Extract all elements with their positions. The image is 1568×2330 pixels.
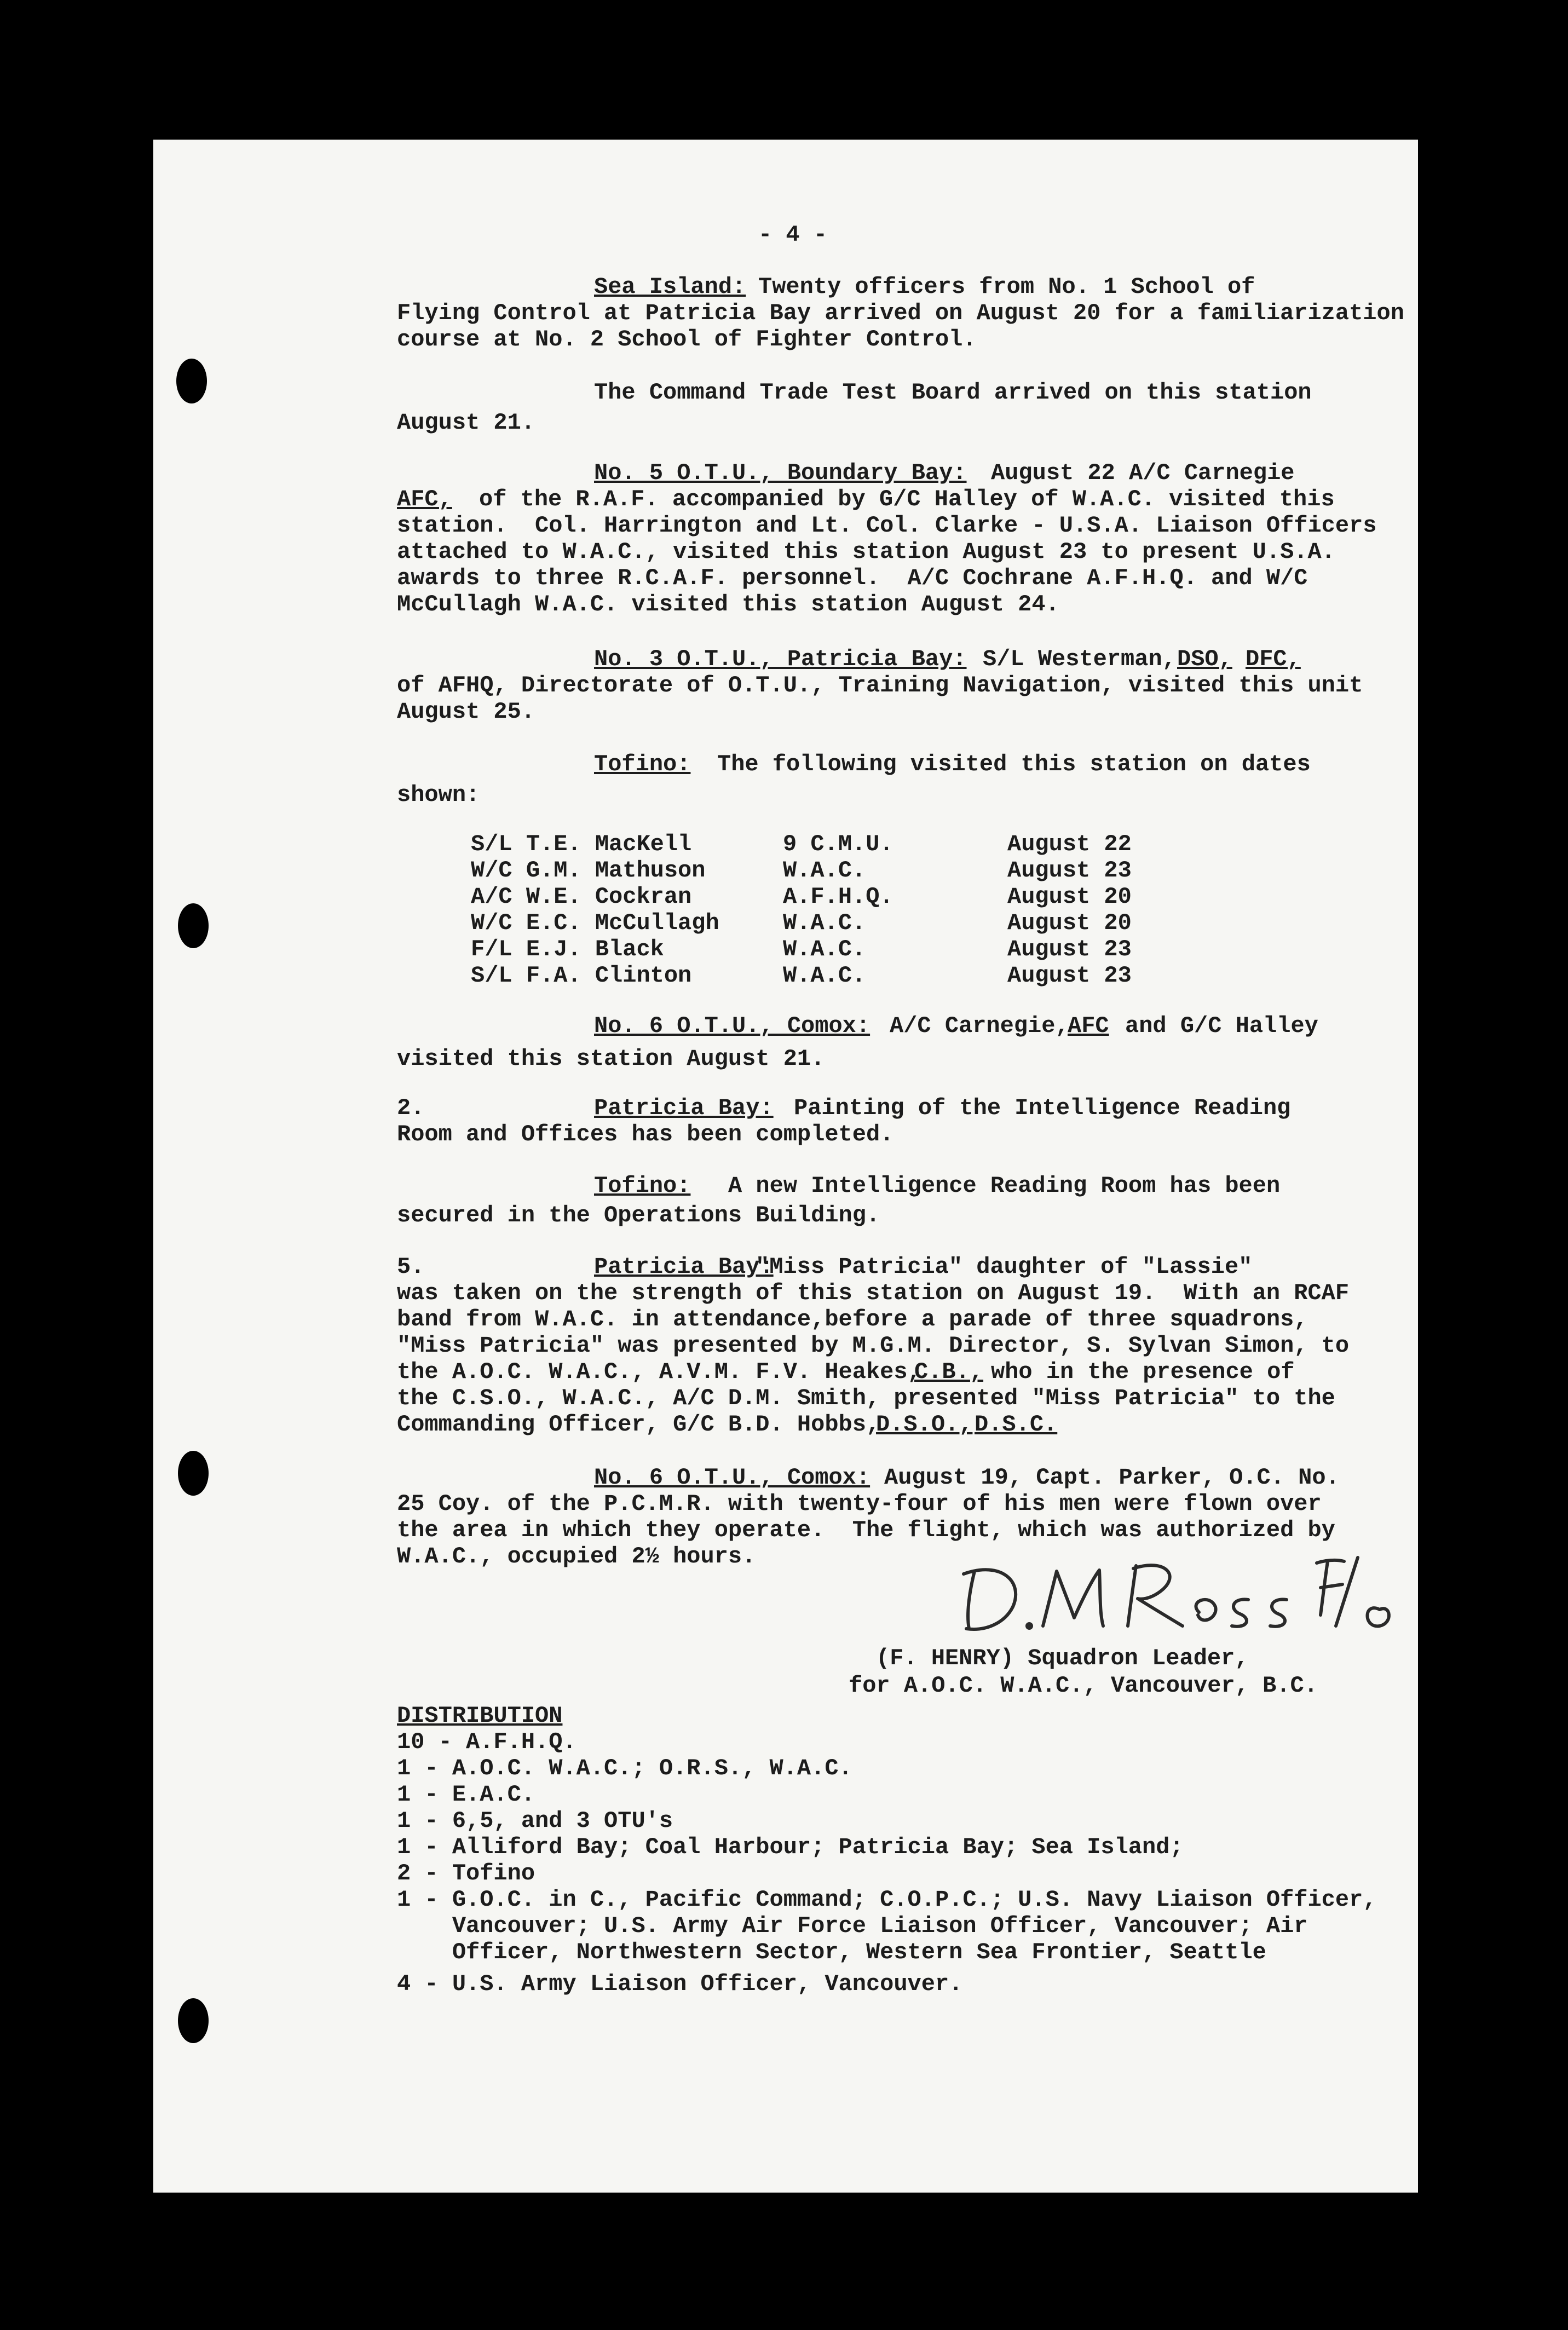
text-line: course at No. 2 School of Fighter Control. bbox=[397, 326, 977, 353]
paragraph-number: 5. bbox=[397, 1254, 425, 1280]
visitor-date: August 22 bbox=[1007, 831, 1132, 857]
text-line: awards to three R.C.A.F. personnel. A/C Cochrane A.F.H.Q. and W/C bbox=[397, 565, 1308, 591]
distribution-title: DISTRIBUTION bbox=[397, 1703, 563, 1729]
text-line: who in the presence of bbox=[991, 1359, 1295, 1385]
text-line: of the R.A.F. accompanied by G/C Halley of W.A.C. visited this bbox=[479, 486, 1335, 512]
dsc-award: D.S.C. bbox=[975, 1411, 1058, 1438]
text-line: Flying Control at Patricia Bay arrived on August 20 for a familiarization bbox=[397, 300, 1404, 326]
signatory-line: (F. HENRY) Squadron Leader, bbox=[876, 1645, 1249, 1671]
dso-award: DSO, bbox=[1177, 646, 1232, 672]
tofino-heading: Tofino: bbox=[594, 1173, 691, 1199]
visitor-date: August 20 bbox=[1007, 884, 1132, 910]
text-line: station. Col. Harrington and Lt. Col. Clarke - U.S.A. Liaison Officers bbox=[397, 512, 1377, 539]
text-line: A/C Carnegie, bbox=[890, 1013, 1069, 1039]
text-line: the C.S.O., W.A.C., A/C D.M. Smith, presented "Miss Patricia" to the bbox=[397, 1385, 1335, 1411]
text-line: August 21. bbox=[397, 410, 535, 436]
dso-award: D.S.O., bbox=[876, 1411, 973, 1438]
no6-otu-heading: No. 6 O.T.U., Comox: bbox=[594, 1013, 871, 1039]
text-line: Twenty officers from No. 1 School of bbox=[758, 274, 1255, 300]
punch-hole bbox=[178, 1451, 209, 1496]
page-number: - 4 - bbox=[758, 222, 828, 248]
distribution-line: 1 - A.O.C. W.A.C.; O.R.S., W.A.C. bbox=[397, 1755, 852, 1781]
text-line: the A.O.C. W.A.C., A.V.M. F.V. Heakes, bbox=[397, 1359, 921, 1385]
visitor-date: August 23 bbox=[1007, 962, 1132, 989]
punch-hole bbox=[176, 359, 207, 403]
visitor-unit: W.A.C. bbox=[783, 962, 866, 989]
visitor-name: F/L E.J. Black bbox=[471, 936, 664, 962]
visitor-name: W/C G.M. Mathuson bbox=[471, 857, 706, 884]
text-line: McCullagh W.A.C. visited this station August 24. bbox=[397, 591, 1059, 618]
text-line: W.A.C., occupied 2½ hours. bbox=[397, 1543, 756, 1570]
text-line: shown: bbox=[397, 782, 480, 808]
paragraph-number: 2. bbox=[397, 1095, 425, 1121]
signatory-line: for A.O.C. W.A.C., Vancouver, B.C. bbox=[849, 1672, 1318, 1699]
visitor-unit: A.F.H.Q. bbox=[783, 884, 893, 910]
afc-award: AFC bbox=[1068, 1013, 1109, 1039]
afc-award: AFC, bbox=[397, 486, 452, 512]
visitor-date: August 23 bbox=[1007, 936, 1132, 962]
patricia-bay-heading: Patricia Bay: bbox=[594, 1254, 774, 1280]
visitor-date: August 20 bbox=[1007, 910, 1132, 936]
text-line: of AFHQ, Directorate of O.T.U., Training Navigation, visited this unit bbox=[397, 672, 1363, 699]
text-line: 25 Coy. of the P.C.M.R. with twenty-four of his men were flown over bbox=[397, 1491, 1322, 1517]
no5-otu-heading: No. 5 O.T.U., Boundary Bay: bbox=[594, 460, 967, 486]
distribution-line: Vancouver; U.S. Army Air Force Liaison Officer, Vancouver; Air bbox=[397, 1913, 1308, 1939]
text-line: S/L Westerman, bbox=[983, 646, 1176, 672]
text-line: Painting of the Intelligence Reading bbox=[794, 1095, 1291, 1121]
text-line: "Miss Patricia" daughter of "Lassie" bbox=[756, 1254, 1253, 1280]
visitor-unit: W.A.C. bbox=[783, 857, 866, 884]
text-line: The following visited this station on dates bbox=[717, 751, 1311, 777]
distribution-line: 4 - U.S. Army Liaison Officer, Vancouver. bbox=[397, 1971, 963, 1997]
visitor-unit: W.A.C. bbox=[783, 910, 866, 936]
text-line: Commanding Officer, G/C B.D. Hobbs, bbox=[397, 1411, 880, 1438]
text-line: attached to W.A.C., visited this station August 23 to present U.S.A. bbox=[397, 539, 1335, 565]
handwritten-signature bbox=[953, 1549, 1402, 1637]
distribution-line: 1 - E.A.C. bbox=[397, 1781, 535, 1808]
dfc-award: DFC, bbox=[1246, 646, 1301, 672]
visitor-name: S/L F.A. Clinton bbox=[471, 962, 692, 989]
document-page bbox=[153, 140, 1418, 2193]
text-line: Room and Offices has been completed. bbox=[397, 1121, 894, 1147]
text-line: The Command Trade Test Board arrived on this station bbox=[594, 379, 1312, 406]
text-line: band from W.A.C. in attendance,before a parade of three squadrons, bbox=[397, 1306, 1308, 1333]
distribution-line: 1 - 6,5, and 3 OTU's bbox=[397, 1808, 673, 1834]
distribution-line: Officer, Northwestern Sector, Western Sea Frontier, Seattle bbox=[397, 1939, 1266, 1965]
distribution-line: 10 - A.F.H.Q. bbox=[397, 1729, 577, 1755]
visitor-date: August 23 bbox=[1007, 857, 1132, 884]
text-line: August 25. bbox=[397, 699, 535, 725]
distribution-line: 1 - G.O.C. in C., Pacific Command; C.O.P.C.; U.S. Navy Liaison Officer, bbox=[397, 1887, 1377, 1913]
tofino-heading: Tofino: bbox=[594, 751, 691, 777]
sea-island-heading: Sea Island: bbox=[594, 274, 746, 300]
text-line: "Miss Patricia" was presented by M.G.M. Director, S. Sylvan Simon, to bbox=[397, 1333, 1350, 1359]
visitor-unit: W.A.C. bbox=[783, 936, 866, 962]
text-line: and G/C Halley bbox=[1125, 1013, 1318, 1039]
text-line: visited this station August 21. bbox=[397, 1046, 825, 1072]
visitor-unit: 9 C.M.U. bbox=[783, 831, 893, 857]
punch-hole bbox=[178, 1998, 209, 2043]
distribution-line: 1 - Alliford Bay; Coal Harbour; Patricia Bay; Sea Island; bbox=[397, 1834, 1184, 1860]
punch-hole bbox=[178, 903, 209, 948]
visitor-name: A/C W.E. Cockran bbox=[471, 884, 692, 910]
no6-otu-heading: No. 6 O.T.U., Comox: bbox=[594, 1464, 871, 1491]
text-line: August 19, Capt. Parker, O.C. No. bbox=[884, 1464, 1340, 1491]
visitor-name: S/L T.E. MacKell bbox=[471, 831, 692, 857]
text-line: A new Intelligence Reading Room has been bbox=[728, 1173, 1281, 1199]
text-line: secured in the Operations Building. bbox=[397, 1202, 880, 1229]
text-line: the area in which they operate. The flight, which was authorized by bbox=[397, 1517, 1335, 1543]
distribution-line: 2 - Tofino bbox=[397, 1860, 535, 1887]
cb-award: C.B., bbox=[914, 1359, 984, 1385]
text-line: August 22 A/C Carnegie bbox=[991, 460, 1295, 486]
no3-otu-heading: No. 3 O.T.U., Patricia Bay: bbox=[594, 646, 967, 672]
visitor-name: W/C E.C. McCullagh bbox=[471, 910, 719, 936]
patricia-bay-heading: Patricia Bay: bbox=[594, 1095, 774, 1121]
text-line: was taken on the strength of this station on August 19. With an RCAF bbox=[397, 1280, 1350, 1306]
